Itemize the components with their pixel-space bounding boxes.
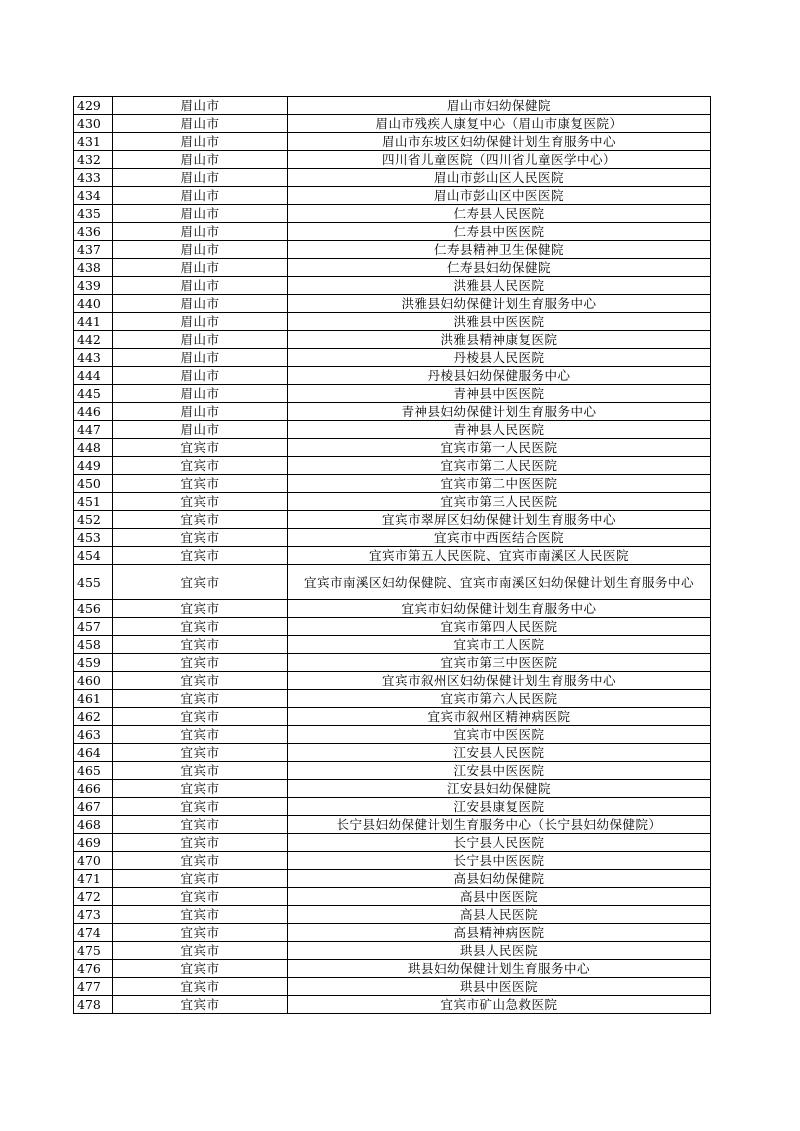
- table-row: [74, 547, 711, 565]
- table-row: [74, 708, 711, 726]
- row-number-cell: 442: [74, 331, 113, 349]
- city-cell: 宜宾市: [113, 475, 288, 493]
- institution-name-cell: 青神县妇幼保健计划生育服务中心: [288, 403, 711, 421]
- institution-name-cell: 眉山市残疾人康复中心（眉山市康复医院）: [288, 115, 711, 133]
- city-cell: 宜宾市: [113, 565, 288, 600]
- row-number-cell: 451: [74, 493, 113, 511]
- city-cell: 宜宾市: [113, 511, 288, 529]
- institution-name-cell: 眉山市东坡区妇幼保健计划生育服务中心: [288, 133, 711, 151]
- city-cell: 宜宾市: [113, 726, 288, 744]
- city-cell: 眉山市: [113, 349, 288, 367]
- table-row: [74, 618, 711, 636]
- table-row: [74, 834, 711, 852]
- table-row: [74, 385, 711, 403]
- table-row: [74, 223, 711, 241]
- institution-name-cell: 江安县人民医院: [288, 744, 711, 762]
- institution-name-cell: 宜宾市南溪区妇幼保健院、宜宾市南溪区妇幼保健计划生育服务中心: [288, 565, 711, 600]
- institution-name-cell: 宜宾市中医医院: [288, 726, 711, 744]
- row-number-cell: 473: [74, 906, 113, 924]
- institution-name-cell: 珙县人民医院: [288, 942, 711, 960]
- row-number-cell: 458: [74, 636, 113, 654]
- city-cell: 眉山市: [113, 367, 288, 385]
- institution-name-cell: 宜宾市矿山急救医院: [288, 996, 711, 1014]
- city-cell: 眉山市: [113, 403, 288, 421]
- row-number-cell: 447: [74, 421, 113, 439]
- institution-name-cell: 仁寿县妇幼保健院: [288, 259, 711, 277]
- row-number-cell: 467: [74, 798, 113, 816]
- table-row: [74, 942, 711, 960]
- table-row: [74, 762, 711, 780]
- city-cell: 眉山市: [113, 205, 288, 223]
- institution-name-cell: 高县妇幼保健院: [288, 870, 711, 888]
- row-number-cell: 464: [74, 744, 113, 762]
- row-number-cell: 459: [74, 654, 113, 672]
- institution-name-cell: 长宁县中医医院: [288, 852, 711, 870]
- row-number-cell: 430: [74, 115, 113, 133]
- table-row: [74, 780, 711, 798]
- row-number-cell: 432: [74, 151, 113, 169]
- city-cell: 眉山市: [113, 277, 288, 295]
- table-row: [74, 690, 711, 708]
- institution-name-cell: 江安县中医医院: [288, 762, 711, 780]
- row-number-cell: 477: [74, 978, 113, 996]
- city-cell: 宜宾市: [113, 816, 288, 834]
- row-number-cell: 468: [74, 816, 113, 834]
- row-number-cell: 465: [74, 762, 113, 780]
- table-row: [74, 798, 711, 816]
- institution-name-cell: 青神县中医医院: [288, 385, 711, 403]
- row-number-cell: 460: [74, 672, 113, 690]
- city-cell: 宜宾市: [113, 960, 288, 978]
- hospital-list-sheet: [73, 96, 710, 1014]
- institution-name-cell: 青神县人民医院: [288, 421, 711, 439]
- city-cell: 宜宾市: [113, 636, 288, 654]
- institution-name-cell: 宜宾市第二人民医院: [288, 457, 711, 475]
- hospital-table-body: [74, 97, 711, 1014]
- city-cell: 宜宾市: [113, 654, 288, 672]
- city-cell: 眉山市: [113, 313, 288, 331]
- row-number-cell: 472: [74, 888, 113, 906]
- institution-name-cell: 江安县妇幼保健院: [288, 780, 711, 798]
- institution-name-cell: 宜宾市工人医院: [288, 636, 711, 654]
- row-number-cell: 456: [74, 600, 113, 618]
- institution-name-cell: 珙县中医医院: [288, 978, 711, 996]
- city-cell: 宜宾市: [113, 618, 288, 636]
- table-row: [74, 529, 711, 547]
- table-row: [74, 349, 711, 367]
- city-cell: 眉山市: [113, 133, 288, 151]
- institution-name-cell: 高县精神病医院: [288, 924, 711, 942]
- city-cell: 眉山市: [113, 331, 288, 349]
- city-cell: 宜宾市: [113, 457, 288, 475]
- institution-name-cell: 宜宾市妇幼保健计划生育服务中心: [288, 600, 711, 618]
- institution-name-cell: 宜宾市第二中医医院: [288, 475, 711, 493]
- institution-name-cell: 江安县康复医院: [288, 798, 711, 816]
- city-cell: 宜宾市: [113, 744, 288, 762]
- city-cell: 宜宾市: [113, 924, 288, 942]
- row-number-cell: 429: [74, 97, 113, 115]
- row-number-cell: 474: [74, 924, 113, 942]
- row-number-cell: 439: [74, 277, 113, 295]
- table-row: [74, 996, 711, 1014]
- city-cell: 眉山市: [113, 187, 288, 205]
- row-number-cell: 475: [74, 942, 113, 960]
- institution-name-cell: 仁寿县精神卫生保健院: [288, 241, 711, 259]
- city-cell: 眉山市: [113, 295, 288, 313]
- row-number-cell: 449: [74, 457, 113, 475]
- table-row: [74, 600, 711, 618]
- city-cell: 眉山市: [113, 169, 288, 187]
- institution-name-cell: 四川省儿童医院（四川省儿童医学中心）: [288, 151, 711, 169]
- city-cell: 眉山市: [113, 259, 288, 277]
- row-number-cell: 440: [74, 295, 113, 313]
- table-row: [74, 565, 711, 600]
- table-row: [74, 906, 711, 924]
- table-row: [74, 457, 711, 475]
- city-cell: 宜宾市: [113, 942, 288, 960]
- table-row: [74, 744, 711, 762]
- table-row: [74, 97, 711, 115]
- table-row: [74, 205, 711, 223]
- city-cell: 宜宾市: [113, 834, 288, 852]
- row-number-cell: 469: [74, 834, 113, 852]
- row-number-cell: 463: [74, 726, 113, 744]
- institution-name-cell: 宜宾市叙州区妇幼保健计划生育服务中心: [288, 672, 711, 690]
- institution-name-cell: 眉山市彭山区中医医院: [288, 187, 711, 205]
- row-number-cell: 443: [74, 349, 113, 367]
- institution-name-cell: 宜宾市中西医结合医院: [288, 529, 711, 547]
- row-number-cell: 466: [74, 780, 113, 798]
- table-row: [74, 241, 711, 259]
- city-cell: 宜宾市: [113, 888, 288, 906]
- row-number-cell: 434: [74, 187, 113, 205]
- city-cell: 眉山市: [113, 385, 288, 403]
- city-cell: 宜宾市: [113, 529, 288, 547]
- city-cell: 宜宾市: [113, 978, 288, 996]
- table-row: [74, 115, 711, 133]
- city-cell: 眉山市: [113, 421, 288, 439]
- city-cell: 眉山市: [113, 115, 288, 133]
- row-number-cell: 435: [74, 205, 113, 223]
- table-row: [74, 187, 711, 205]
- table-row: [74, 151, 711, 169]
- row-number-cell: 471: [74, 870, 113, 888]
- table-row: [74, 133, 711, 151]
- institution-name-cell: 长宁县人民医院: [288, 834, 711, 852]
- institution-name-cell: 丹棱县人民医院: [288, 349, 711, 367]
- city-cell: 宜宾市: [113, 600, 288, 618]
- table-row: [74, 672, 711, 690]
- city-cell: 宜宾市: [113, 439, 288, 457]
- table-row: [74, 870, 711, 888]
- table-row: [74, 313, 711, 331]
- table-row: [74, 259, 711, 277]
- institution-name-cell: 宜宾市第六人民医院: [288, 690, 711, 708]
- hospital-table: [73, 96, 711, 1014]
- institution-name-cell: 洪雅县中医医院: [288, 313, 711, 331]
- institution-name-cell: 长宁县妇幼保健计划生育服务中心（长宁县妇幼保健院）: [288, 816, 711, 834]
- institution-name-cell: 高县中医医院: [288, 888, 711, 906]
- city-cell: 眉山市: [113, 151, 288, 169]
- city-cell: 眉山市: [113, 241, 288, 259]
- table-row: [74, 924, 711, 942]
- table-row: [74, 654, 711, 672]
- city-cell: 眉山市: [113, 223, 288, 241]
- city-cell: 宜宾市: [113, 852, 288, 870]
- row-number-cell: 441: [74, 313, 113, 331]
- row-number-cell: 461: [74, 690, 113, 708]
- institution-name-cell: 宜宾市翠屏区妇幼保健计划生育服务中心: [288, 511, 711, 529]
- city-cell: 宜宾市: [113, 672, 288, 690]
- table-row: [74, 331, 711, 349]
- institution-name-cell: 丹棱县妇幼保健服务中心: [288, 367, 711, 385]
- institution-name-cell: 高县人民医院: [288, 906, 711, 924]
- table-row: [74, 978, 711, 996]
- city-cell: 宜宾市: [113, 493, 288, 511]
- city-cell: 宜宾市: [113, 547, 288, 565]
- table-row: [74, 636, 711, 654]
- institution-name-cell: 宜宾市叙州区精神病医院: [288, 708, 711, 726]
- row-number-cell: 444: [74, 367, 113, 385]
- institution-name-cell: 珙县妇幼保健计划生育服务中心: [288, 960, 711, 978]
- table-row: [74, 277, 711, 295]
- row-number-cell: 438: [74, 259, 113, 277]
- institution-name-cell: 宜宾市第一人民医院: [288, 439, 711, 457]
- row-number-cell: 462: [74, 708, 113, 726]
- row-number-cell: 433: [74, 169, 113, 187]
- city-cell: 眉山市: [113, 97, 288, 115]
- table-row: [74, 888, 711, 906]
- table-row: [74, 169, 711, 187]
- row-number-cell: 453: [74, 529, 113, 547]
- table-row: [74, 295, 711, 313]
- institution-name-cell: 洪雅县妇幼保健计划生育服务中心: [288, 295, 711, 313]
- institution-name-cell: 仁寿县人民医院: [288, 205, 711, 223]
- city-cell: 宜宾市: [113, 906, 288, 924]
- table-row: [74, 439, 711, 457]
- city-cell: 宜宾市: [113, 780, 288, 798]
- table-row: [74, 367, 711, 385]
- institution-name-cell: 洪雅县人民医院: [288, 277, 711, 295]
- table-row: [74, 960, 711, 978]
- city-cell: 宜宾市: [113, 708, 288, 726]
- institution-name-cell: 眉山市彭山区人民医院: [288, 169, 711, 187]
- row-number-cell: 452: [74, 511, 113, 529]
- row-number-cell: 448: [74, 439, 113, 457]
- institution-name-cell: 宜宾市第三人民医院: [288, 493, 711, 511]
- row-number-cell: 457: [74, 618, 113, 636]
- table-row: [74, 511, 711, 529]
- row-number-cell: 445: [74, 385, 113, 403]
- city-cell: 宜宾市: [113, 798, 288, 816]
- row-number-cell: 454: [74, 547, 113, 565]
- table-row: [74, 421, 711, 439]
- city-cell: 宜宾市: [113, 870, 288, 888]
- institution-name-cell: 宜宾市第三中医医院: [288, 654, 711, 672]
- institution-name-cell: 宜宾市第四人民医院: [288, 618, 711, 636]
- table-row: [74, 816, 711, 834]
- row-number-cell: 478: [74, 996, 113, 1014]
- row-number-cell: 436: [74, 223, 113, 241]
- institution-name-cell: 宜宾市第五人民医院、宜宾市南溪区人民医院: [288, 547, 711, 565]
- table-row: [74, 403, 711, 421]
- row-number-cell: 446: [74, 403, 113, 421]
- row-number-cell: 437: [74, 241, 113, 259]
- institution-name-cell: 洪雅县精神康复医院: [288, 331, 711, 349]
- row-number-cell: 431: [74, 133, 113, 151]
- city-cell: 宜宾市: [113, 690, 288, 708]
- table-row: [74, 726, 711, 744]
- city-cell: 宜宾市: [113, 996, 288, 1014]
- row-number-cell: 470: [74, 852, 113, 870]
- row-number-cell: 455: [74, 565, 113, 600]
- table-row: [74, 493, 711, 511]
- institution-name-cell: 仁寿县中医医院: [288, 223, 711, 241]
- row-number-cell: 450: [74, 475, 113, 493]
- row-number-cell: 476: [74, 960, 113, 978]
- table-row: [74, 475, 711, 493]
- institution-name-cell: 眉山市妇幼保健院: [288, 97, 711, 115]
- table-row: [74, 852, 711, 870]
- city-cell: 宜宾市: [113, 762, 288, 780]
